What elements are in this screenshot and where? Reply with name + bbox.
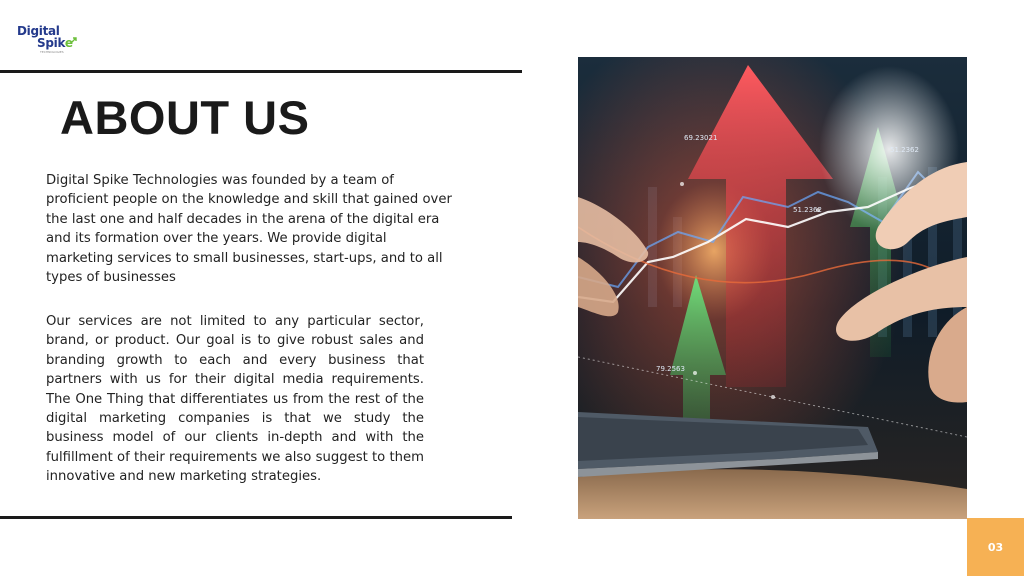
logo-text-digital: Digital xyxy=(17,24,60,38)
logo-text-spike: Spike xyxy=(37,36,73,50)
bottom-divider xyxy=(0,516,512,519)
page-number-badge xyxy=(967,518,1024,576)
company-logo xyxy=(17,24,79,54)
services-paragraph: Our services are not limited to any particular sector, brand, or product. Our goal is to give robust sales and branding growth to each and every business that partners with us for their digital media requirements. The One Thing that differentiates us from the rest of the digital marketing companies is that we study the business model of our clients in-depth and with the fulfillment of their requirements we also suggest to them innovative and new marketing strategies. xyxy=(46,314,424,485)
growth-chart-photo xyxy=(578,57,967,519)
logo-tagline: TECHNOLOGIES xyxy=(40,50,64,54)
intro-paragraph: Digital Spike Technologies was founded by a team of proficient people on the knowledge and skill that gained over the last one and half decades in the arena of the digital era and its formation over the years. We provide digital marketing services to small businesses, start-ups, and to all types of businesses xyxy=(46,173,452,286)
photo-label-4: 79.2563 xyxy=(656,365,685,373)
top-divider xyxy=(0,70,522,73)
photo-label-3: 51.2362 xyxy=(793,206,822,214)
photo-label-1: 69.23021 xyxy=(684,134,718,142)
logo-arrow-icon xyxy=(70,36,78,44)
page-title: ABOUT US xyxy=(60,91,310,144)
page-number: 03 xyxy=(987,540,1004,554)
photo-label-2: 51.2362 xyxy=(890,146,919,154)
